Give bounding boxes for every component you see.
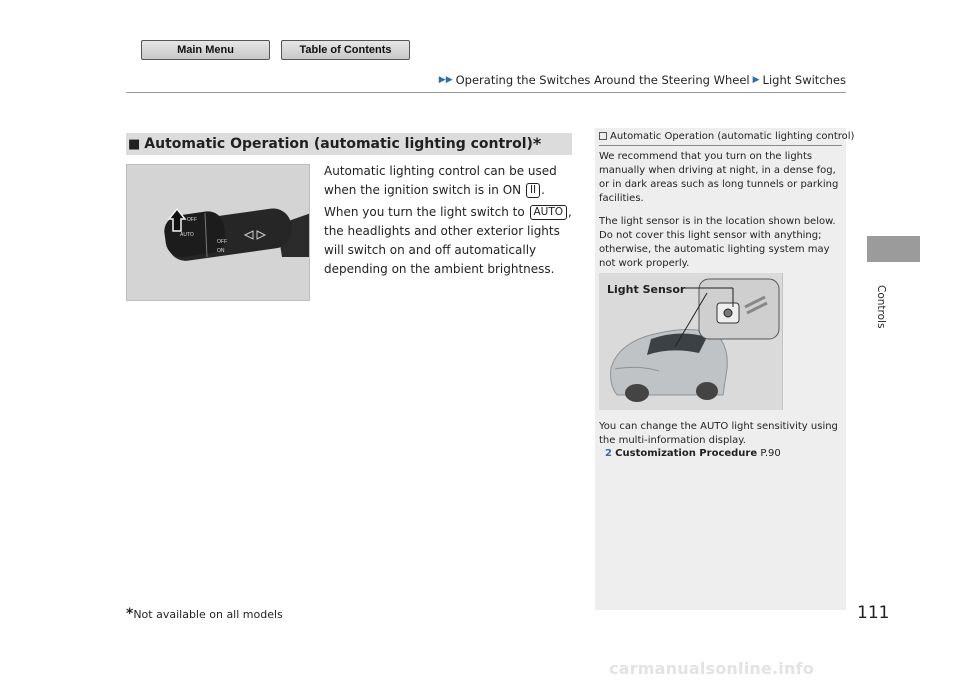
note-marker-icon xyxy=(599,132,607,140)
section-heading-text: Automatic Operation (automatic lighting control) xyxy=(144,136,533,152)
table-of-contents-button[interactable]: Table of Contents xyxy=(281,40,410,60)
ignition-position-key: II xyxy=(526,183,540,198)
page-number: 111 xyxy=(857,603,890,623)
main-menu-button[interactable]: Main Menu xyxy=(141,40,270,60)
breadcrumb xyxy=(436,73,846,87)
auto-key: AUTO xyxy=(530,205,568,220)
header-rule xyxy=(126,92,846,93)
sidebar-paragraph-sensor: The light sensor is in the location shown below. Do not cover this light sensor with anything; otherwise, the automatic lighting system may not work properly. xyxy=(599,216,836,269)
light-sensor-figure xyxy=(599,273,783,410)
paragraph-text: . xyxy=(541,183,545,197)
switch-label-off-top: OFF xyxy=(187,217,197,223)
paragraph-text: , the headlights and other exterior lights will switch on and off automatically depending on the ambient brightness. xyxy=(324,205,572,276)
sidebar-paragraph-recommend: We recommend that you turn on the lights manually when driving at night, in a dense fog, or in dark areas such as long tunnels or parking facilities. xyxy=(599,151,839,204)
footnote-star-icon: * xyxy=(126,606,134,622)
light-sensor-label: Light Sensor xyxy=(607,283,686,296)
breadcrumb-item-switches[interactable]: Operating the Switches Around the Steering Wheel xyxy=(455,73,750,87)
customization-procedure-link[interactable] xyxy=(605,448,781,459)
breadcrumb-arrow-icon: ▶ xyxy=(752,75,760,85)
paragraph-text: Automatic lighting control can be used when the ignition switch is in ON xyxy=(324,164,557,197)
sidebar-title-text: Automatic Operation (automatic lighting control) xyxy=(610,131,855,142)
paragraph-auto-switch xyxy=(324,203,574,279)
switch-label-auto: AUTO xyxy=(180,232,194,238)
footnote-text: Not available on all models xyxy=(133,608,283,621)
switch-label-off-lower: OFF xyxy=(217,239,227,245)
link-title: Customization Procedure xyxy=(615,448,758,459)
sidebar-notes xyxy=(595,128,855,610)
section-heading: ■ Automatic Operation (automatic lighting control) * xyxy=(126,133,572,155)
section-tab-label: Controls xyxy=(875,285,887,329)
paragraph-ignition xyxy=(324,162,574,200)
breadcrumb-arrow-icon: ▶▶ xyxy=(438,75,453,85)
breadcrumb-item-light-switches[interactable]: Light Switches xyxy=(762,73,846,87)
heading-square-icon: ■ xyxy=(128,136,141,152)
footnote xyxy=(126,606,283,622)
link-page: P.90 xyxy=(760,448,781,459)
sidebar-paragraph-sensitivity: You can change the AUTO light sensitivity using the multi-information display. xyxy=(599,421,838,446)
watermark: carmanualsonline.info xyxy=(609,659,814,678)
light-switch-photo xyxy=(126,164,310,301)
switch-label-on: ON xyxy=(217,248,225,254)
sidebar-title xyxy=(599,131,855,146)
section-tab[interactable] xyxy=(867,236,920,262)
link-arrow-icon: 2 xyxy=(605,448,612,459)
paragraph-text: When you turn the light switch to xyxy=(324,205,529,219)
